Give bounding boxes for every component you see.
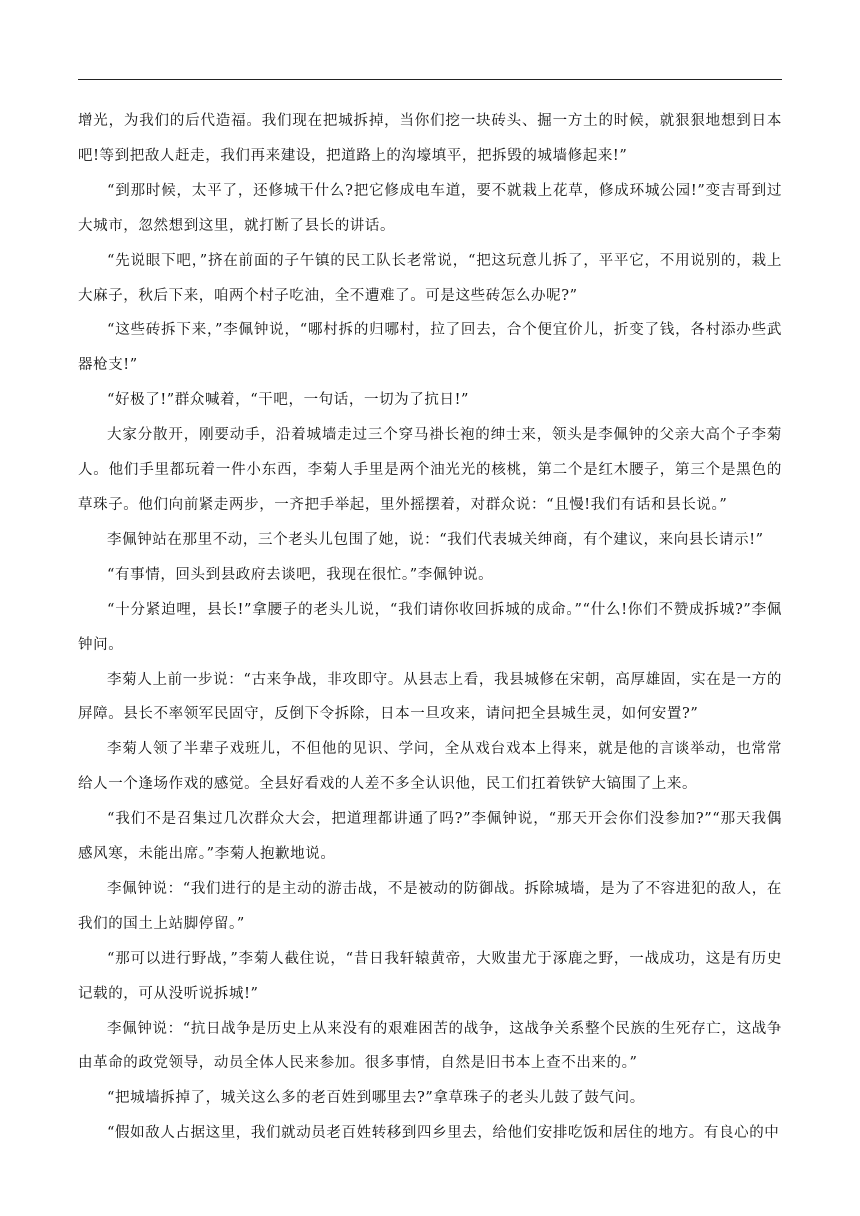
paragraph-11: 李菊人领了半辈子戏班儿，不但他的见识、学问，全从戏台戏本上得来，就是他的言谈举动，也常常给人一个逢场作戏的感觉。全县好看戏的人差不多全认识他，民工们扛着铁铲大镐围了上来。 [78, 741, 782, 793]
article-body [78, 104, 782, 1151]
paragraph-9: “十分紧迫哩，县长!”拿腰子的老头儿说，“我们请你收回拆城的成命。”“什么!你们不赞成拆城?”李佩钟问。 [78, 601, 782, 653]
header-divider [78, 79, 782, 80]
paragraph-8: “有事情，回头到县政府去谈吧，我现在很忙。”李佩钟说。 [107, 566, 494, 583]
paragraph-16: “把城墙拆掉了，城关这么多的老百姓到哪里去?”拿草珠子的老头儿鼓了鼓气问。 [107, 1090, 645, 1107]
paragraph-3: “先说眼下吧，”挤在前面的子午镇的民工队长老常说，“把这玩意儿拆了，平平它，不用说别的，栽上大麻子，秋后下来，咱两个村子吃油，全不遭难了。可是这些砖怎么办呢?” [78, 252, 782, 304]
paragraph-10: 李菊人上前一步说：“古来争战，非攻即守。从县志上看，我县城修在宋朝，高厚雄固，实在是一方的屏障。县长不率领军民固守，反倒下令拆除，日本一旦攻来，请问把全县城生灵，如何安置?” [78, 671, 782, 723]
paragraph-14: “那可以进行野战，”李菊人截住说，“昔日我轩辕黄帝，大败蚩尤于涿鹿之野，一战成功，这是有历史记载的，可从没听说拆城!” [78, 950, 782, 1002]
paragraph-13: 李佩钟说：“我们进行的是主动的游击战，不是被动的防御战。拆除城墙，是为了不容进犯的敌人，在我们的国土上站脚停留。” [78, 880, 782, 932]
paragraph-4: “这些砖拆下来，”李佩钟说，“哪村拆的归哪村，拉了回去，合个便宜价儿，折变了钱，各村添办些武器枪支!” [78, 322, 782, 374]
paragraph-5: “好极了!”群众喊着，“干吧，一句话，一切为了抗日!” [107, 392, 470, 409]
paragraph-2: “到那时候，太平了，还修城干什么?把它修成电车道，要不就栽上花草，修成环城公园!”变吉哥到过大城市，忽然想到这里，就打断了县长的讲话。 [78, 182, 782, 234]
paragraph-17: “假如敌人占据这里，我们就动员老百姓转移到四乡里去，给他们安排吃饭和居住的地方。有良心的中 [107, 1125, 780, 1142]
paragraph-1: 增光，为我们的后代造福。我们现在把城拆掉，当你们挖一块砖头、掘一方土的时候，就狠狠地想到日本吧!等到把敌人赶走，我们再来建设，把道路上的沟壕填平，把拆毁的城墙修起来!” [78, 113, 782, 164]
paragraph-12: “我们不是召集过几次群众大会，把道理都讲通了吗?”李佩钟说，“那天开会你们没参加?”“那天我偶感风寒，未能出席。”李菊人抱歉地说。 [78, 811, 782, 863]
paragraph-15: 李佩钟说：“抗日战争是历史上从来没有的艰难困苦的战争，这战争关系整个民族的生死存亡，这战争由革命的政党领导，动员全体人民来参加。很多事情，自然是旧书本上查不出来的。” [78, 1020, 782, 1072]
paragraph-7: 李佩钟站在那里不动，三个老头儿包围了她，说：“我们代表城关绅商，有个建议，来向县长请示!” [107, 531, 764, 548]
paragraph-6: 大家分散开，刚要动手，沿着城墙走过三个穿马褂长袍的绅士来，领头是李佩钟的父亲大高个子李菊人。他们手里都玩着一件小东西，李菊人手里是两个油光光的核桃，第二个是红木腰子，第三个是黑色的草珠子。他们向前紧走两步，一齐把手举起，里外摇摆着，对群众说：“且慢!我们有话和县长说。” [78, 427, 782, 513]
